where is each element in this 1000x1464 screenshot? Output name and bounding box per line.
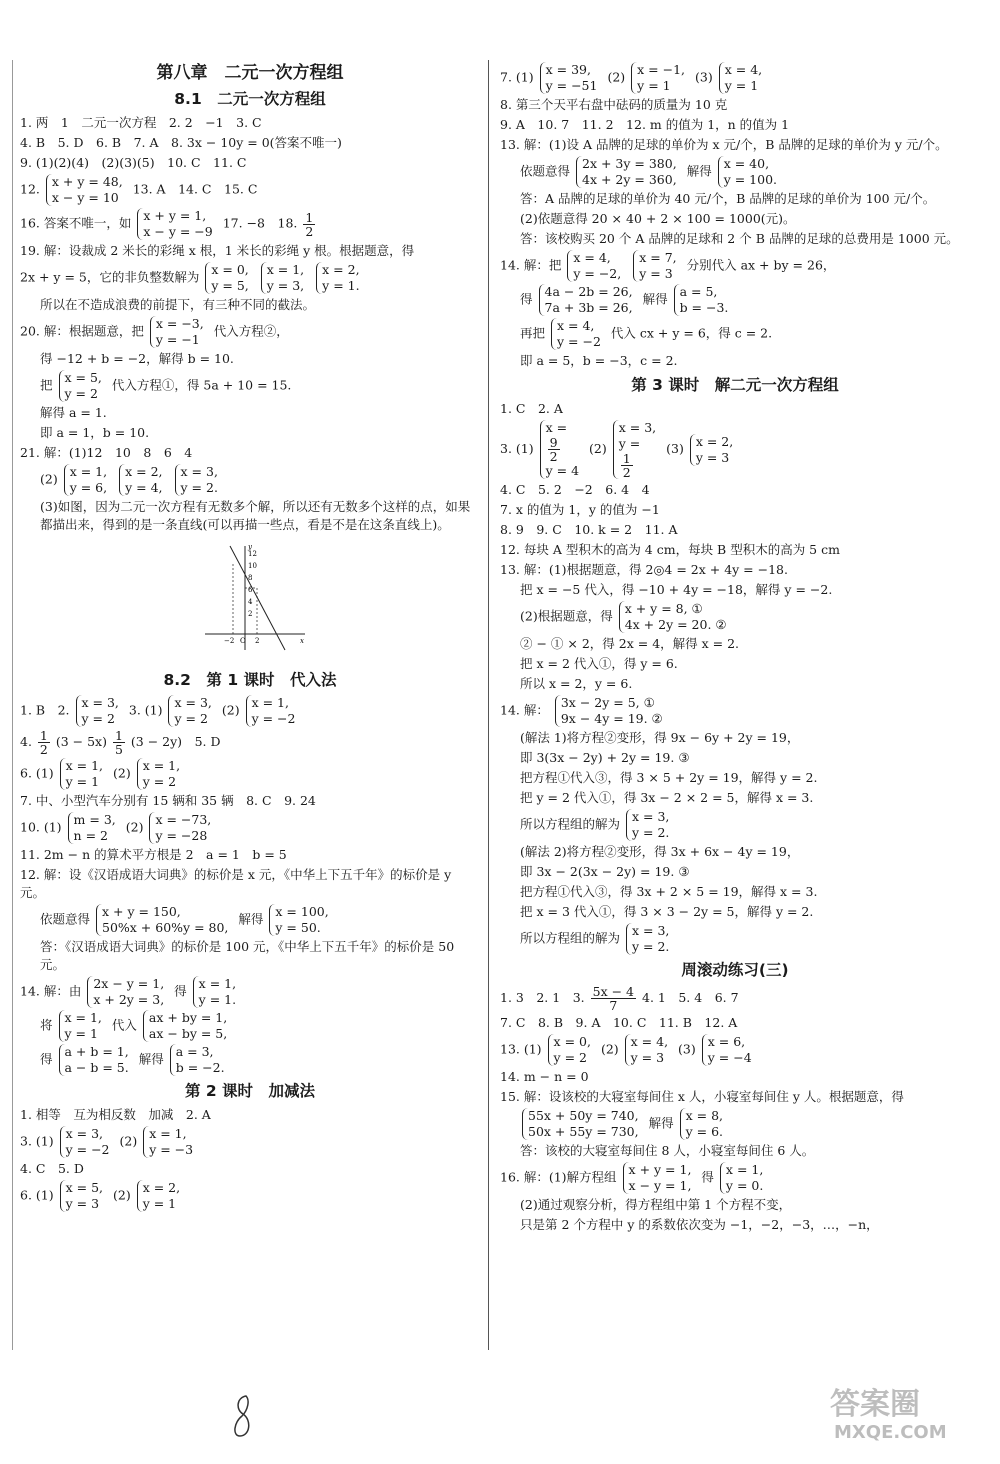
chapter-title: 第八章 二元一次方程组 (156, 63, 344, 83)
right-column (500, 60, 970, 1236)
answer-line-12 (20, 174, 480, 206)
page-edge-line (12, 60, 13, 1350)
section-title-8-2: 8.2 第 1 课时 代入法 (163, 671, 337, 689)
answer-text: 把 x = 2 代入①，得 y = 6. (520, 656, 678, 671)
answer-text: 把 x = −5 代入，得 −10 + 4y = −18，解得 y = −2. (520, 582, 833, 597)
answer-line: 1. 3 2. 1 3. $\frac{5x - 4}{7}$ 4. 1 5. 4 6. 7 (500, 984, 739, 1013)
answer-text: 13. 解：(1)设 A 品牌的足球的单价为 x 元/个，B 品牌的足球的单价为 y 元/个。 (500, 137, 948, 152)
answer-text: 所以在不造成浪费的前提下，有三种不同的截法。 (40, 297, 316, 312)
answer-text: 得 −12 + b = −2，解得 b = 10. (40, 351, 234, 366)
answer-line: 7. 中、小型汽车分别有 15 辆和 35 辆 8. C 9. 24 (20, 793, 316, 808)
equation-system: x + y = 1, x − y = −9 (137, 208, 216, 240)
answer-line: 13. (1) x = 0, y = 2 (2) x = 4, y = 3 (3) x = 6, y = −4 (500, 1034, 970, 1066)
tick-label: O (240, 637, 246, 645)
answer-text: 12. (20, 181, 40, 197)
answer-line: 1. 相等 互为相反数 加减 2. A (20, 1107, 211, 1122)
tick-label: 12 (248, 550, 257, 558)
answer-13-system: (2)根据题意，得 x + y = 8, ① 4x + 2y = 20. ② (500, 601, 970, 633)
answer-text: 把方程①代入③，得 3x + 2 × 5 = 19，解得 x = 3. (520, 884, 818, 899)
answer-line: 8. 第三个天平右盘中砝码的质量为 10 克 (500, 97, 728, 112)
left-column (20, 60, 480, 1214)
answer-text: 即 3x − 2(3x − 2y) = 19. ③ (520, 864, 690, 879)
answer-14-b: 将 x = 1, y = 1 代入 ax + by = 1, ax − by = 5, (20, 1010, 480, 1042)
answer-line: 4. C 5. 2 −2 6. 4 4 (500, 482, 650, 497)
answer-line: 12. 每块 A 型积木的高为 4 cm，每块 B 型积木的高为 5 cm (500, 542, 840, 557)
tick-label: 10 (248, 562, 257, 570)
answer-text: 17. −8 18. (222, 215, 298, 231)
answer-14-c: 再把 x = 4, y = −2 代入 cx + y = 6，得 c = 2. (520, 318, 773, 349)
answer-14-system: 14. 解： 3x − 2y = 5, ① 9x − 4y = 19. ② (500, 695, 970, 727)
answer-text: 即 a = 1，b = 10. (40, 425, 150, 440)
column-divider (488, 60, 489, 1350)
answer-text: (2)依题意得 20 × 40 + 2 × 100 = 1000(元)。 (520, 211, 796, 226)
answer-line: 1. C 2. A (500, 401, 563, 416)
answer-text: (3)如图，因为二元一次方程有无数多个解，所以还有无数多个这样的点，如果都描出来，得到的是一条直线(可以再描一些点，看是不是在这条直线上)。 (40, 499, 471, 532)
answer-line: 4. B 5. D 6. B 7. A 8. 3x − 10y = 0(答案不唯一) (20, 135, 342, 150)
answer-line: 6. (1) x = 1, y = 1 (2) x = 1, y = 2 (20, 758, 480, 790)
answer-14-b: 得 4a − 2b = 26, 7a + 3b = 26, 解得 a = 5, b = −3. (500, 284, 970, 316)
answer-line: 4. C 5. D (20, 1161, 84, 1176)
answer-text: (解法 1)将方程②变形，得 9x − 6y + 2y = 19， (520, 730, 800, 745)
answer-text: 13. 解：(1)根据题意，得 2◎4 = 2x + 4y = −18. (500, 562, 788, 577)
answer-text: 16. 答案不唯一，如 (20, 215, 132, 231)
answer-16-system: 16. 解：(1)解方程组 x + y = 1, x − y = 1, 得 x = 1, y = 0. (500, 1162, 970, 1194)
line-graph-figure (200, 542, 310, 652)
answer-20-head: 20. 解：根据题意，把 x = −3, y = −1 代入方程②， (20, 316, 289, 347)
answer-text: 21. 解：(1)12 10 8 6 4 (20, 445, 193, 460)
answer-line: 3. (1) x = 3, y = −2 (2) x = 1, y = −3 (20, 1126, 480, 1158)
answer-14-solution-1: 所以方程组的解为 x = 3, y = 2. (500, 809, 970, 841)
answer-text: 12. 解：设《汉语成语大词典》的标价是 x 元，《中华上下五千年》的标价是 y 元。 (20, 867, 452, 900)
answer-14-solution-2: 所以方程组的解为 x = 3, y = 2. (500, 923, 970, 955)
answer-text: 把方程①代入③，得 3 × 5 + 2y = 19，解得 y = 2. (520, 770, 818, 785)
section-title-lesson-3: 第 3 课时 解二元一次方程组 (631, 376, 839, 394)
svg-text:答案圈: 答案圈 (830, 1387, 920, 1422)
answer-text: (解法 2)将方程②变形，得 3x + 6x − 4y = 19， (520, 844, 800, 859)
answer-line: 8. 9 9. C 10. k = 2 11. A (500, 522, 678, 537)
answer-text: 把 x = 3 代入①，得 3 × 3 − 2y = 5，解得 y = 2. (520, 904, 814, 919)
tick-label: −2 (224, 637, 235, 645)
section-title-8-1: 8.1 二元一次方程组 (174, 90, 326, 108)
handwritten-signature (228, 1392, 258, 1442)
axis-label: x (300, 637, 304, 645)
answer-line: 7. x 的值为 1，y 的值为 −1 (500, 502, 660, 517)
answer-text: 15. 解：设该校的大寝室每间住 x 人，小寝室每间住 y 人。根据题意，得 (500, 1089, 904, 1104)
answer-text: 答：《汉语成语大词典》的标价是 100 元，《中华上下五千年》的标价是 50 元。 (40, 939, 455, 972)
watermark-logo (820, 1380, 980, 1444)
answer-line: 7. C 8. B 9. A 10. C 11. B 12. A (500, 1015, 738, 1030)
answer-text: 所以 x = 2，y = 6. (520, 676, 633, 691)
answer-line: 9. (1)(2)(4) (2)(3)(5) 10. C 11. C (20, 155, 247, 170)
tick-label: 4 (248, 598, 253, 606)
answer-21-solutions: (2) x = 1, y = 6, x = 2, y = 4, x = 3, y = 2. (20, 464, 480, 496)
tick-label: 2 (248, 610, 253, 618)
answer-15-system: 55x + 50y = 740, 50x + 55y = 730, 解得 x = 8, y = 6. (500, 1108, 970, 1140)
answer-text: 答：A 品牌的足球的单价为 40 元/个，B 品牌的足球的单价为 100 元/个。 (520, 191, 936, 206)
answer-text: 只是第 2 个方程中 y 的系数依次变为 −1，−2，−3，…，−n， (520, 1217, 879, 1232)
answer-line: 1. B 2. x = 3, y = 2 3. (1) x = 3, y = 2 (2) x = 1, y = −2 (20, 695, 480, 727)
answer-line: 4. $\frac{1}{2}$ (3 − 5x) $\frac{1}{5}$ (3 − 2y) 5. D (20, 728, 221, 757)
fraction: $\frac{1}{2}$ (305, 209, 314, 239)
answer-line: 3. (1) x = $\frac{9}{2}$ y = 4 (2) x = 3, y = $\frac{1}{2}$ (3) x = 2, y = 3 (500, 420, 970, 479)
axis-label: y (248, 543, 252, 551)
answer-14-a: 14. 解：由 2x − y = 1, x + 2y = 3, 得 x = 1, y = 1. (20, 976, 480, 1008)
answer-text: 把 y = 2 代入①，得 3x − 2 × 2 = 5，解得 x = 3. (520, 790, 814, 805)
answer-text: 即 3(3x − 2y) + 2y = 19. ③ (520, 750, 690, 765)
answer-line: 14. m − n = 0 (500, 1069, 589, 1084)
answer-line-16 (20, 208, 480, 240)
svg-text:MXQE.COM: MXQE.COM (834, 1422, 947, 1443)
section-title-lesson-2: 第 2 课时 加减法 (184, 1082, 316, 1100)
answer-text: (2)通过观察分析，得方程组中第 1 个方程不变， (520, 1197, 792, 1212)
answer-line: 6. (1) x = 5, y = 3 (2) x = 2, y = 1 (20, 1180, 480, 1212)
answer-line: 10. (1) m = 3, n = 2 (2) x = −73, y = −28 (20, 812, 480, 844)
answer-13-system: 依题意得 2x + 3y = 380, 4x + 2y = 360, 解得 x = 40, y = 100. (500, 156, 970, 188)
answer-12-system: 依题意得 x + y = 150, 50%x + 60%y = 80, 解得 x = 100, y = 50. (20, 904, 480, 936)
answer-text: 答：该校购买 20 个 A 品牌的足球和 2 个 B 品牌的足球的总费用是 1000 元。 (520, 231, 959, 246)
answer-14-c: 得 a + b = 1, a − b = 5. 解得 a = 3, b = −2. (20, 1044, 480, 1076)
answer-line: 1. 两 1 二元一次方程 2. 2 −1 3. C (20, 115, 262, 130)
answer-text: 13. A 14. C 15. C (132, 181, 258, 197)
answer-19-head: 19. 解：设裁成 2 米长的彩绳 x 根，1 米长的彩绳 y 根。根据题意，得 (20, 243, 415, 258)
tick-label: 8 (248, 574, 253, 582)
answer-line: 7. (1) x = 39, y = −51 (2) x = −1, y = 1 (3) x = 4, y = 1 (500, 62, 970, 94)
answer-text: 解得 a = 1. (40, 405, 107, 420)
tick-label: 6 (248, 586, 253, 594)
answer-text: ② − ① × 2，得 2x = 4，解得 x = 2. (520, 636, 740, 651)
answer-line: 9. A 10. 7 11. 2 12. m 的值为 1，n 的值为 1 (500, 117, 790, 132)
answer-20-sub: 把 x = 5, y = 2 代入方程①，得 5a + 10 = 15. (40, 370, 292, 401)
section-title-weekly: 周滚动练习(三) (681, 961, 789, 979)
answer-line: 11. 2m − n 的算术平方根是 2 a = 1 b = 5 (20, 847, 287, 862)
answer-14-a: 14. 解：把 x = 4, y = −2, x = 7, y = 3 分别代入 ax + by = 26， (500, 250, 836, 281)
answer-text: 答：该校的大寝室每间住 8 人，小寝室每间住 6 人。 (520, 1143, 815, 1158)
answer-19-solutions: 2x + y = 5，它的非负整数解为 x = 0, y = 5, x = 1, y = 3, x = 2, y = 1. (20, 262, 480, 294)
equation-system: x + y = 48, x − y = 10 (46, 174, 127, 206)
answer-text: 即 a = 5，b = −3，c = 2. (520, 353, 678, 368)
tick-label: 2 (255, 637, 260, 645)
